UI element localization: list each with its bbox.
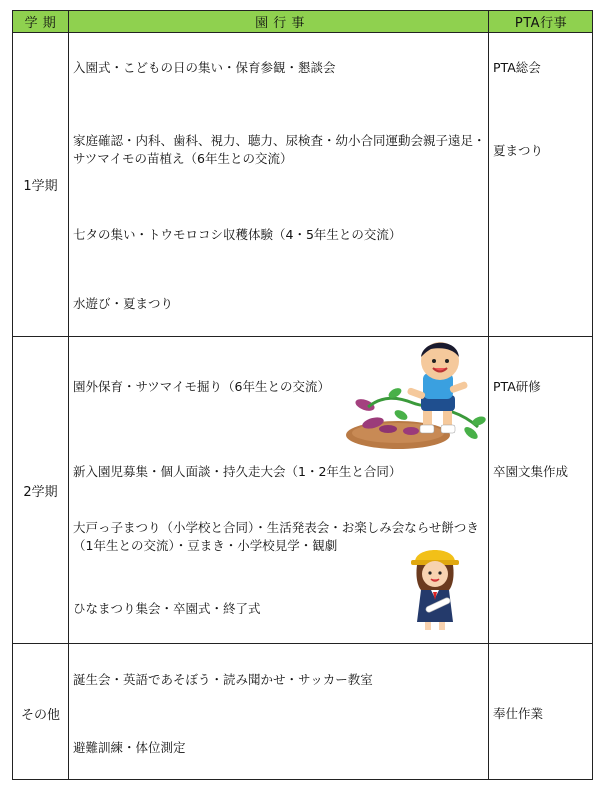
- event-item: 家庭確認・内科、歯科、視力、聴力、尿検査・幼小合同運動会親子遠足・サツマイモの苗植え（6年生との交流）: [73, 133, 486, 166]
- event-item: 入園式・こどもの日の集い・保育参観・懇談会: [73, 60, 336, 75]
- boy-digging-sweet-potatoes-illustration: [343, 335, 493, 455]
- event-item: 新入園児募集・個人面談・持久走大会（1・2年生と合同）: [73, 464, 402, 479]
- event-item: 園外保育・サツマイモ掘り（6年生との交流）: [73, 379, 330, 394]
- pta-item: 卒園文集作成: [493, 464, 569, 479]
- event-item: 誕生会・英語であそぼう・読み聞かせ・サッカー教室: [73, 672, 373, 687]
- event-item: 避難訓練・体位測定: [73, 740, 186, 755]
- pta-item: 夏まつり: [493, 143, 544, 158]
- pta-item: PTA研修: [493, 379, 541, 394]
- event-item: 大戸っ子まつり（小学校と合同）・生活発表会・お楽しみ会ならせ餅つき（1年生との交流）・豆まき・小学校見学・観劇: [73, 520, 479, 553]
- pta-item: 奉仕作業: [493, 706, 544, 721]
- table-header-row: [13, 11, 592, 33]
- girl-with-yellow-helmet-illustration: [405, 540, 465, 632]
- header-pta: PTA行事: [514, 15, 568, 31]
- header-events: 園 行 事: [255, 15, 305, 31]
- school-events-table: [12, 10, 593, 780]
- term-label-1: 1学期: [23, 179, 58, 194]
- section-divider-1: [13, 336, 592, 337]
- term-label-3: その他: [20, 707, 60, 723]
- column-divider-1: [68, 11, 69, 779]
- event-item: 七タの集い・トウモロコシ収穫体験（4・5年生との交流）: [73, 227, 402, 242]
- pta-item: PTA総会: [493, 60, 541, 75]
- section-divider-2: [13, 643, 592, 644]
- event-item: ひなまつり集会・卒園式・終了式: [73, 601, 261, 616]
- term-label-2: 2学期: [23, 485, 58, 500]
- header-term: 学 期: [24, 15, 57, 31]
- event-item: 水遊び・夏まつり: [73, 296, 174, 311]
